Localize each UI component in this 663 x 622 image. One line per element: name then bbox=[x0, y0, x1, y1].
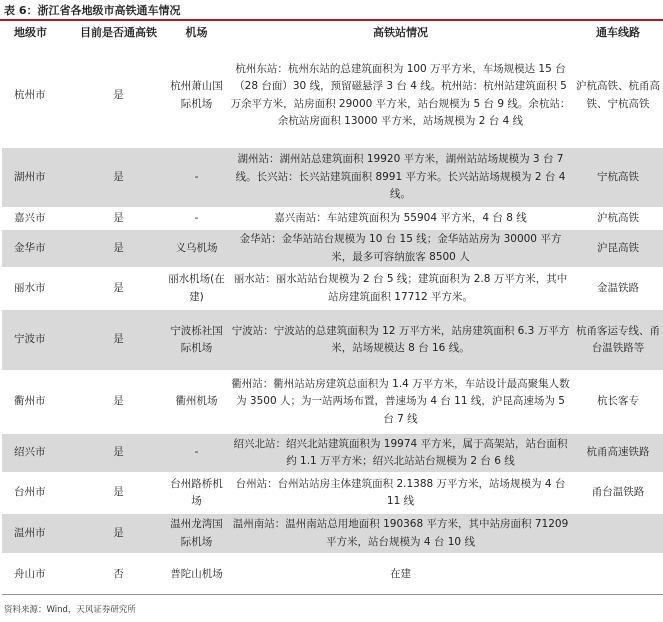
cell-airport: - bbox=[165, 433, 228, 473]
cell-station: 杭州东站：杭州东站的总建筑面积为 100 万平方米，车场规模达 15 台（28 台面）30 线，预留磁悬浮 3 台 4 线。杭州站：杭州站建筑面积 5 万余平方米，站房面积 29000 平方米，站台规模为 5 台 9 线。余杭站：余杭站房面积 13000 平方米，站场规模为 2 台 4 线 bbox=[228, 44, 573, 147]
cell-city: 台州市 bbox=[2, 473, 72, 513]
table-row bbox=[2, 208, 663, 229]
cell-lines: 杭甬高速铁路 bbox=[573, 433, 663, 473]
cell-station: 温州南站：温州南站总用地面积 190368 平方米，其中站房面积 71209 平方米，站台规模为 4 台 10 线 bbox=[228, 513, 573, 554]
cell-hsr: 是 bbox=[72, 268, 165, 309]
cell-station: 台州站：台州站站房主体建筑面积 2.1388 万平方米，站场规模为 4 台 11 线 bbox=[228, 473, 573, 513]
source-note: 资料来源：Wind，天风证券研究所 bbox=[4, 605, 136, 615]
hsr-table bbox=[2, 21, 663, 595]
cell-station: 衢州站：衢州站站房建筑总面积为 1.4 万平方米，车站设计最高聚集人数为 3500 人；为一站两场布置，普速场为 4 台 11 线，沪昆高速场为 5 台 7 线 bbox=[228, 371, 573, 433]
cell-city: 杭州市 bbox=[2, 44, 72, 147]
cell-hsr: 是 bbox=[72, 147, 165, 208]
cell-airport: 杭州萧山国际机场 bbox=[165, 44, 228, 147]
cell-lines: 杭甬客运专线、甬台温铁路等 bbox=[573, 309, 663, 371]
cell-station: 金华站：金华站站台规模为 10 台 15 线；金华站站房为 30000 平方米，最多可容纳旅客 8500 人 bbox=[228, 229, 573, 268]
cell-airport: 普陀山机场 bbox=[165, 554, 228, 594]
cell-airport: 丽水机场(在建) bbox=[165, 268, 228, 309]
cell-lines: 金温铁路 bbox=[573, 268, 663, 309]
header-hsr: 目前是否通高铁 bbox=[72, 21, 165, 44]
cell-city: 嘉兴市 bbox=[2, 208, 72, 229]
cell-lines bbox=[573, 554, 663, 594]
table-row bbox=[2, 309, 663, 371]
cell-city: 舟山市 bbox=[2, 554, 72, 594]
cell-hsr: 是 bbox=[72, 208, 165, 229]
header-station: 高铁站情况 bbox=[228, 21, 573, 44]
cell-lines: 宁杭高铁 bbox=[573, 147, 663, 208]
cell-station: 湖州站：湖州站总建筑面积 19920 平方米，湖州站站场规模为 3 台 7 线。长兴站：长兴站建筑面积 8991 平方米。长兴站站场规模为 2 台 4 线。 bbox=[228, 147, 573, 208]
cell-station: 宁波站：宁波站的总建筑面积为 12 万平方米，站房建筑面积 6.3 万平方米，站场规模达 8 台 16 线。 bbox=[228, 309, 573, 371]
table-caption: 表 6：浙江省各地级市高铁通车情况 bbox=[4, 4, 181, 17]
cell-station: 绍兴北站：绍兴北站建筑面积为 19974 平方米，属于高架站，站台面积约 1.1 万平方米；绍兴北站站台规模为 2 台 6 线 bbox=[228, 433, 573, 473]
cell-city: 宁波市 bbox=[2, 309, 72, 371]
cell-station: 嘉兴南站：车站建筑面积为 55904 平方米，4 台 8 线 bbox=[228, 208, 573, 229]
cell-airport: - bbox=[165, 208, 228, 229]
table-header-row bbox=[2, 21, 663, 44]
cell-lines: 杭长客专 bbox=[573, 371, 663, 433]
cell-city: 绍兴市 bbox=[2, 433, 72, 473]
cell-city: 衢州市 bbox=[2, 371, 72, 433]
cell-lines: 甬台温铁路 bbox=[573, 473, 663, 513]
cell-lines: 沪昆高铁 bbox=[573, 229, 663, 268]
table-row bbox=[2, 433, 663, 473]
cell-hsr: 是 bbox=[72, 473, 165, 513]
header-lines: 通车线路 bbox=[573, 21, 663, 44]
table-row bbox=[2, 554, 663, 594]
cell-airport: - bbox=[165, 147, 228, 208]
cell-airport: 温州龙湾国际机场 bbox=[165, 513, 228, 554]
cell-airport: 义乌机场 bbox=[165, 229, 228, 268]
cell-city: 金华市 bbox=[2, 229, 72, 268]
cell-station: 在建 bbox=[228, 554, 573, 594]
cell-airport: 衢州机场 bbox=[165, 371, 228, 433]
cell-hsr: 是 bbox=[72, 229, 165, 268]
cell-station: 丽水站：丽水站站台规模为 2 台 5 线；建筑面积为 2.8 万平方米，其中站房建筑面积 17712 平方米。 bbox=[228, 268, 573, 309]
cell-hsr: 是 bbox=[72, 433, 165, 473]
cell-hsr: 否 bbox=[72, 554, 165, 594]
cell-hsr: 是 bbox=[72, 309, 165, 371]
cell-hsr: 是 bbox=[72, 513, 165, 554]
table-row bbox=[2, 268, 663, 309]
cell-city: 丽水市 bbox=[2, 268, 72, 309]
cell-city: 湖州市 bbox=[2, 147, 72, 208]
table-row bbox=[2, 513, 663, 554]
table-row bbox=[2, 44, 663, 147]
table-row bbox=[2, 147, 663, 208]
cell-hsr: 是 bbox=[72, 371, 165, 433]
cell-city: 温州市 bbox=[2, 513, 72, 554]
cell-airport: 宁波栎社国际机场 bbox=[165, 309, 228, 371]
cell-hsr: 是 bbox=[72, 44, 165, 147]
cell-lines: 沪杭高铁 bbox=[573, 208, 663, 229]
cell-lines bbox=[573, 513, 663, 554]
header-city: 地级市 bbox=[2, 21, 72, 44]
table-row bbox=[2, 371, 663, 433]
cell-lines: 沪杭高铁、杭甬高铁、宁杭高铁 bbox=[573, 44, 663, 147]
table-row bbox=[2, 473, 663, 513]
header-airport: 机场 bbox=[165, 21, 228, 44]
cell-airport: 台州路桥机场 bbox=[165, 473, 228, 513]
table-row bbox=[2, 229, 663, 268]
